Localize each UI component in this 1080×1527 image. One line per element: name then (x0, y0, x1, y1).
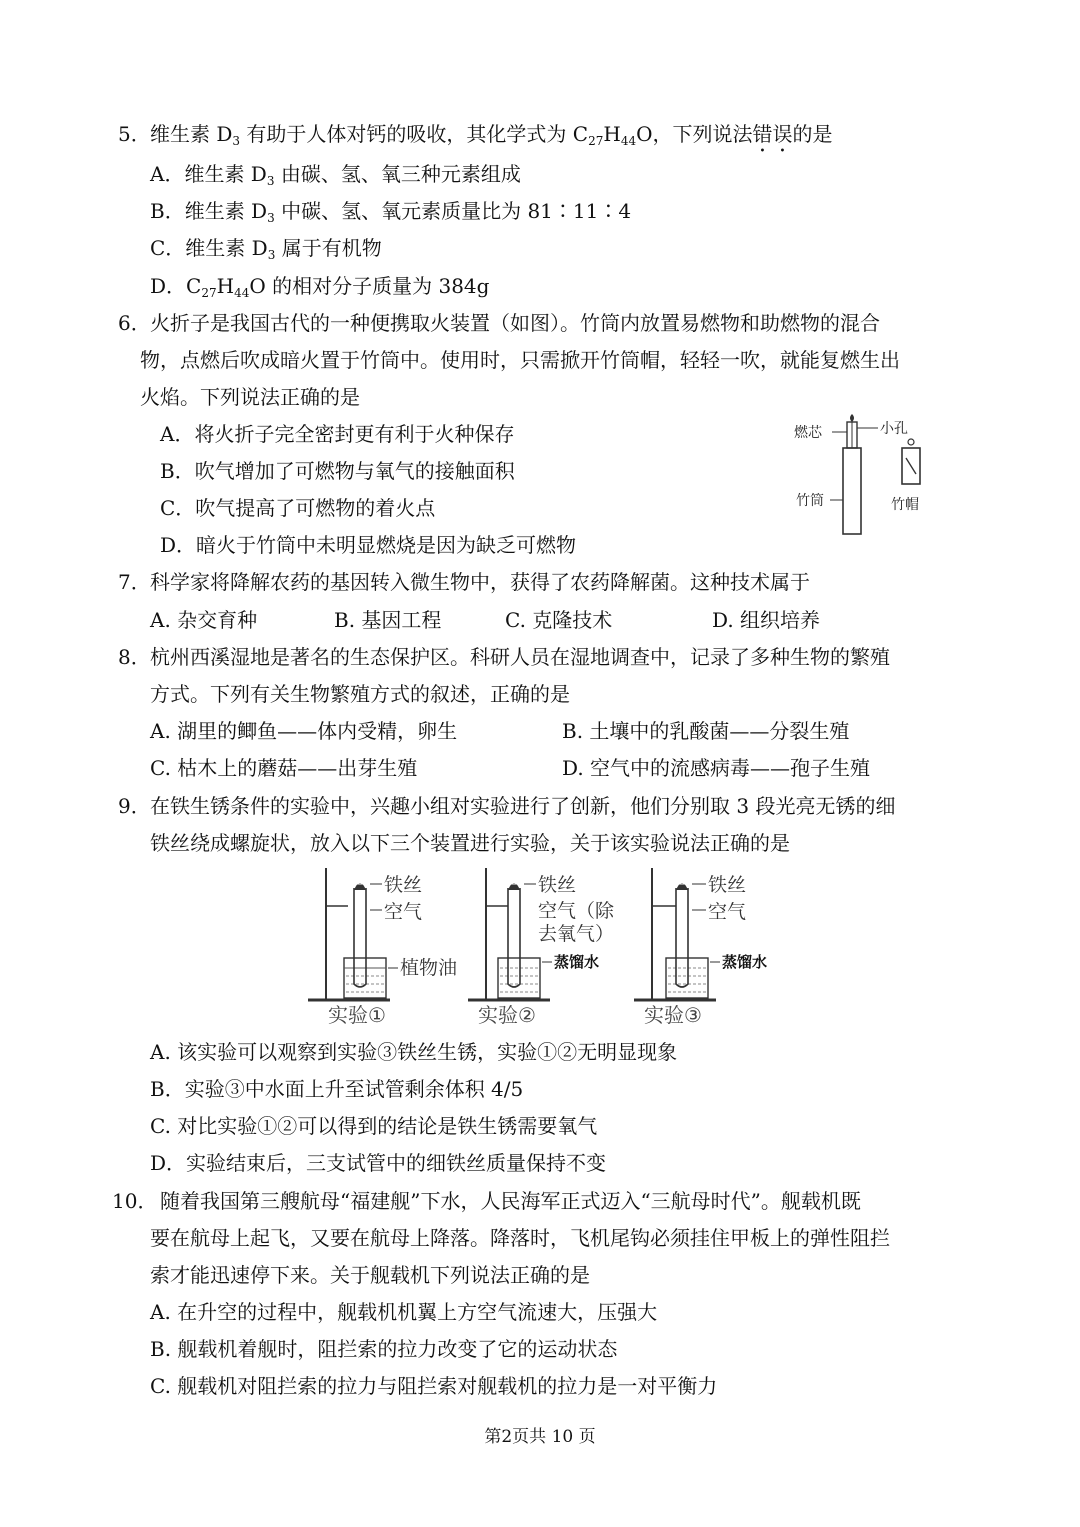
q5-option-c: C．维生素 $D_3$ 属于有机物 (150, 236, 382, 262)
q9-option-a: A. 该实验可以观察到实验③铁丝生锈，实验①②无明显现象 (150, 1040, 678, 1064)
q8-option-a: A. 湖里的鲫鱼——体内受精，卵生 (150, 719, 458, 743)
label-water-2: 蒸馏水 (554, 953, 600, 971)
caption-exp1: 实验① (328, 1003, 386, 1027)
q6-stem-line3: 火焰。下列说法正确的是 (140, 385, 360, 409)
q7-option-d: D. 组织培养 (712, 608, 821, 632)
caption-exp3: 实验③ (644, 1003, 702, 1027)
q7-option-b: B. 基因工程 (334, 608, 442, 632)
caption-exp2: 实验② (478, 1003, 536, 1027)
q10-option-a: A. 在升空的过程中，舰载机机翼上方空气流速大，压强大 (150, 1300, 658, 1324)
q10-option-b: B. 舰载机着舰时，阻拦索的拉力改变了它的运动状态 (150, 1337, 618, 1361)
q9-stem-line1: 在铁生锈条件的实验中，兴趣小组对实验进行了创新，他们分别取 3 段光亮无锈的细 (150, 794, 896, 818)
q9-number: 9． (118, 794, 151, 818)
q9-option-d: D．实验结束后，三支试管中的细铁丝质量保持不变 (150, 1151, 607, 1175)
q8-option-d: D. 空气中的流感病毒——孢子生殖 (562, 756, 871, 780)
q9-option-c: C. 对比实验①②可以得到的结论是铁生锈需要氧气 (150, 1114, 598, 1138)
q6-option-d: D．暗火于竹筒中未明显燃烧是因为缺乏可燃物 (160, 533, 577, 557)
q10-stem-line3: 索才能迅速停下来。关于舰载机下列说法正确的是 (150, 1263, 590, 1287)
q6-option-c: C．吹气提高了可燃物的着火点 (160, 496, 436, 520)
label-air-no-oxygen-line1: 空气（除 (538, 900, 615, 922)
q5-option-a: A．维生素 $D_3$ 由碳、氢、氧三种元素组成 (150, 162, 521, 188)
q7-number: 7． (118, 570, 151, 594)
q10-option-c: C. 舰载机对阻拦索的拉力与阻拦索对舰载机的拉力是一对平衡力 (150, 1374, 718, 1398)
label-air-1: 空气 (384, 901, 423, 923)
q5-number: 5． (118, 122, 151, 146)
q6-option-a: A．将火折子完全密封更有利于火种保存 (160, 422, 515, 446)
flame-icon (850, 414, 854, 422)
apparatus-3 (634, 868, 767, 1027)
q6-option-b: B．吹气增加了可燃物与氧气的接触面积 (160, 459, 515, 483)
bamboo-tube-shape (843, 448, 861, 534)
q5-option-d: D．$C_{27}H_{44}O$ 的相对分子质量为 384g (150, 274, 490, 300)
q5-option-b: B．维生素 $D_3$ 中碳、氢、氧元素质量比为 81∶11∶4 (150, 199, 632, 225)
q10-number: 10． (112, 1189, 158, 1213)
q10-stem-line2: 要在航母上起飞，又要在航母上降落。降落时，飞机尾钩必须挂住甲板上的弹性阻拦 (150, 1226, 890, 1250)
label-iron-1: 铁丝 (384, 874, 423, 896)
q6-stem-line1: 火折子是我国古代的一种便携取火装置（如图）。竹筒内放置易燃物和助燃物的混合 (150, 311, 880, 335)
label-water-3: 蒸馏水 (722, 953, 768, 971)
rust-experiment-figure (300, 860, 800, 1032)
q7-option-a: A. 杂交育种 (150, 608, 258, 632)
page-footer: 第2页共 10 页 (484, 1427, 596, 1447)
q8-stem-line1: 杭州西溪湿地是著名的生态保护区。科研人员在湿地调查中，记录了多种生物的繁殖 (150, 645, 890, 669)
label-wick: 燃芯 (794, 425, 822, 441)
emphasis-word: 错误 (752, 122, 793, 146)
q9-option-b: B．实验③中水面上升至试管剩余体积 4/5 (150, 1077, 524, 1101)
label-iron-2: 铁丝 (538, 874, 577, 896)
q7-option-c: C. 克隆技术 (505, 608, 613, 632)
label-air-no-oxygen-line2: 去氧气） (538, 923, 615, 945)
q8-number: 8． (118, 645, 151, 669)
label-air-3: 空气 (708, 901, 747, 923)
fire-starter-figure (790, 408, 940, 538)
q8-option-b: B. 土壤中的乳酸菌——分裂生殖 (562, 719, 850, 743)
label-cap: 竹帽 (891, 497, 919, 513)
q5-stem: 维生素 $D_3$ 有助于人体对钙的吸收，其化学式为 $C_{27}H_{44}O$，下列说法错误的是 (150, 122, 833, 148)
q6-stem-line2: 物，点燃后吹成暗火置于竹筒中。使用时，只需掀开竹筒帽，轻轻一吹，就能复燃生出 (140, 348, 900, 372)
q7-stem: 科学家将降解农药的基因转入微生物中，获得了农药降解菌。这种技术属于 (150, 570, 810, 594)
q8-option-c: C. 枯木上的蘑菇——出芽生殖 (150, 756, 418, 780)
label-iron-3: 铁丝 (708, 874, 747, 896)
q9-stem-line2: 铁丝绕成螺旋状，放入以下三个装置进行实验，关于该实验说法正确的是 (150, 831, 790, 855)
label-tube: 竹筒 (796, 493, 824, 509)
apparatus-1 (308, 868, 457, 1027)
q10-stem-line1: 随着我国第三艘航母“福建舰”下水，人民海军正式迈入“三航母时代”。舰载机既 (160, 1189, 861, 1213)
label-small-hole: 小孔 (880, 421, 908, 437)
small-hole-shape (908, 439, 914, 445)
q8-stem-line2: 方式。下列有关生物繁殖方式的叙述，正确的是 (150, 682, 570, 706)
label-oil: 植物油 (400, 957, 458, 979)
q6-number: 6． (118, 311, 151, 335)
apparatus-2 (468, 868, 615, 1027)
